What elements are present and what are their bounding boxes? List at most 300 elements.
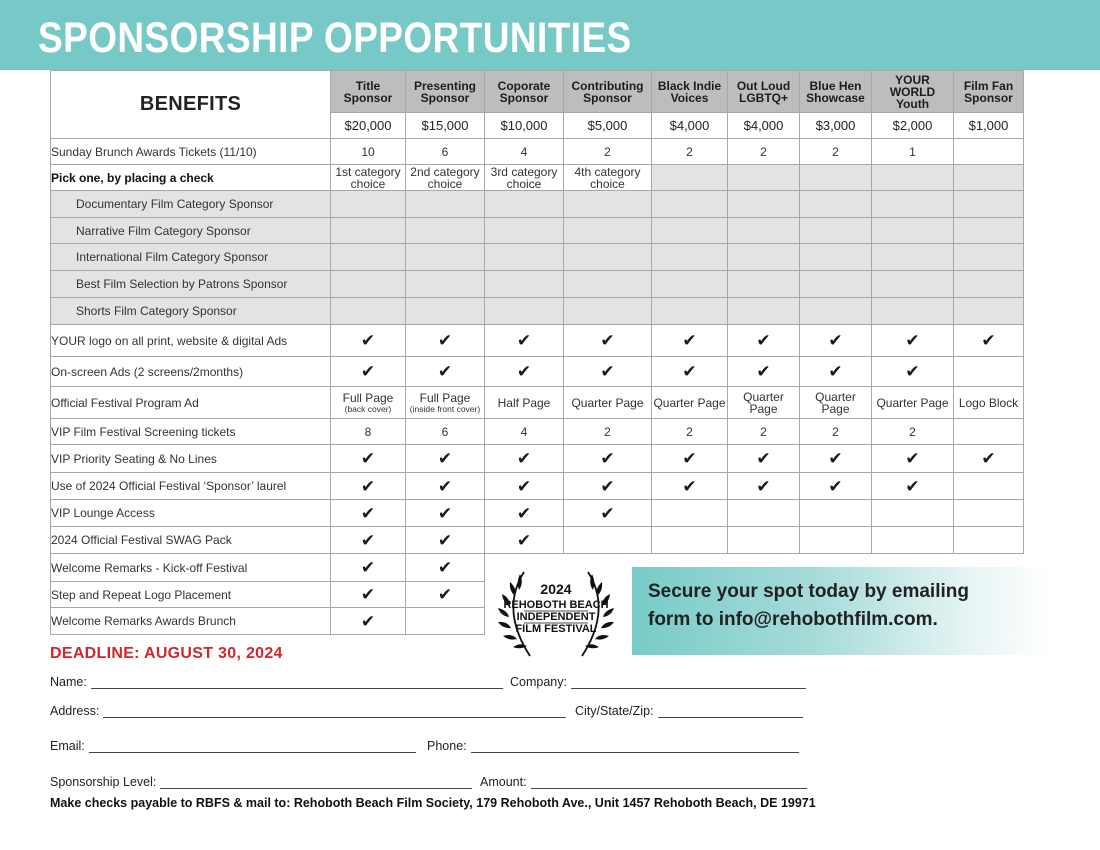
level-name-line2: Sponsor [499,90,549,105]
check-glyph: ✔ [516,362,532,381]
checkmark-icon [872,445,954,473]
table-row [51,244,1024,271]
benefit-cell [331,419,406,445]
benefit-label: Narrative Film Category Sponsor [51,218,331,244]
check-glyph: ✔ [516,331,532,350]
benefit-label: Shorts Film Category Sponsor [51,298,331,325]
cell-note: (back cover) [344,403,392,414]
check-glyph: ✔ [756,476,771,496]
page-title: SPONSORSHIP OPPORTUNITIES [38,14,632,62]
checkmark-icon [954,445,1024,473]
checkmark-icon [331,473,406,500]
check-glyph: ✔ [437,331,453,350]
checkmark-icon [485,473,564,500]
level-name-line2: Showcase [806,90,865,105]
cell-value: 2 [832,144,839,159]
check-glyph: ✔ [828,331,843,350]
table-row [51,139,1024,165]
checkmark-icon [564,473,652,500]
level-price-6: $3,000 [800,113,872,139]
benefit-cell[interactable] [954,298,1024,325]
level-header-2 [485,71,564,113]
phone-input-line[interactable] [471,739,799,753]
benefit-cell [872,165,954,191]
checkmark-icon [872,325,954,357]
benefit-cell[interactable] [406,298,485,325]
benefit-cell [564,419,652,445]
benefit-cell [564,139,652,165]
checkmark-icon [331,527,406,554]
amount-label: Amount: [480,775,527,789]
laurel-wreath-icon [486,560,626,664]
check-glyph: ✔ [360,362,376,381]
level-price-3: $5,000 [564,113,652,139]
cell-value: 2 [686,424,693,439]
check-glyph: ✔ [360,530,376,550]
check-glyph: ✔ [360,331,376,350]
check-glyph: ✔ [360,558,376,577]
level-name-line1: Blue Hen [809,78,862,93]
checkmark-icon [485,500,564,527]
table-row [51,500,1024,527]
cell-value: Quarter Page [653,395,726,410]
cell-value: 8 [364,424,372,439]
level-header-5 [728,71,800,113]
benefit-cell [406,165,485,191]
benefit-cell [564,165,652,191]
level-name-line2: Sponsor [343,90,393,105]
checkmark-icon [728,357,800,387]
benefit-label: Best Film Selection by Patrons Sponsor [51,271,331,298]
check-glyph: ✔ [682,331,697,350]
checkmark-icon [728,473,800,500]
checkmark-icon [485,527,564,554]
cell-value: Logo Block [958,395,1019,410]
check-glyph: ✔ [682,476,697,496]
benefit-cell[interactable] [485,244,564,271]
company-label: Company: [510,675,567,689]
benefit-cell[interactable] [872,218,954,244]
benefit-cell[interactable] [331,271,406,298]
benefit-cell[interactable] [564,271,652,298]
benefit-cell[interactable] [800,298,872,325]
level-name-line2: Sponsor [420,90,470,105]
check-glyph: ✔ [828,476,843,496]
promo-text [648,578,969,634]
cell-value: Full Page [342,390,394,405]
checkmark-icon [564,357,652,387]
cell-value: 2 [604,144,611,159]
benefit-cell [872,500,954,527]
table-row [51,298,1024,325]
benefit-cell[interactable] [331,218,406,244]
benefit-cell [406,139,485,165]
level-name-line2: Youth [895,96,930,111]
check-glyph: ✔ [437,449,453,468]
benefit-cell [652,500,728,527]
name-label: Name: [50,675,87,689]
check-glyph: ✔ [360,585,376,604]
table-row [51,473,1024,500]
checkmark-icon [652,325,728,357]
check-glyph: ✔ [600,362,615,381]
checkmark-icon [406,357,485,387]
benefit-cell [800,500,872,527]
benefit-label: Use of 2024 Official Festival ‘Sponsor’ laurel [51,473,331,500]
check-glyph: ✔ [905,449,920,468]
check-glyph: ✔ [905,331,920,350]
checkmark-icon [331,608,406,635]
benefit-cell [564,387,652,419]
check-glyph: ✔ [905,476,920,496]
cell-value: Half Page [497,395,551,410]
benefit-cell[interactable] [728,271,800,298]
benefit-cell [728,139,800,165]
benefit-cell [872,139,954,165]
check-glyph: ✔ [756,331,771,350]
checkmark-icon [954,325,1024,357]
checkmark-icon [406,554,485,582]
benefit-cell[interactable] [564,191,652,218]
benefit-label: VIP Film Festival Screening tickets [51,419,331,445]
email-label: Email: [50,739,85,753]
checkmark-icon [872,473,954,500]
benefit-cell[interactable] [485,271,564,298]
check-glyph: ✔ [981,331,996,350]
cell-value: 2 [604,424,611,439]
checkmark-icon [406,582,485,608]
email-input-line[interactable] [89,739,416,753]
checkmark-icon [564,325,652,357]
checkmark-icon [564,500,652,527]
benefit-cell[interactable] [406,218,485,244]
company-field[interactable] [510,675,806,689]
benefit-cell[interactable] [564,244,652,271]
amount-field[interactable] [480,775,807,789]
level-header-1 [406,71,485,113]
benefit-cell [485,419,564,445]
address-field[interactable] [50,704,566,718]
level-price-2: $10,000 [485,113,564,139]
cell-value: 2 [760,144,767,159]
level-header-7 [872,71,954,113]
check-glyph: ✔ [600,331,615,350]
check-glyph: ✔ [682,362,697,381]
city-field[interactable] [575,704,803,718]
laurel-line3: FILM FESTIVAL [515,623,597,635]
benefit-cell[interactable] [728,298,800,325]
benefits-header: BENEFITS [51,71,331,139]
cell-value: 3rd category choice [490,164,558,191]
laurel-line2: INDEPENDENT [516,611,596,623]
address-input-line[interactable] [103,704,566,718]
promo-line-1: Secure your spot today by emailing [648,581,969,602]
sponsorship-table [50,70,1024,635]
table-row [51,191,1024,218]
sponsorship-level-label: Sponsorship Level: [50,775,157,789]
benefit-cell[interactable] [728,218,800,244]
benefit-cell[interactable] [485,218,564,244]
benefit-label: On-screen Ads (2 screens/2months) [51,357,331,387]
checkmark-icon [331,445,406,473]
benefit-label: Official Festival Program Ad [51,387,331,419]
benefit-cell [872,527,954,554]
benefit-cell[interactable] [564,298,652,325]
benefit-cell[interactable] [872,244,954,271]
level-price-0: $20,000 [331,113,406,139]
level-price-5: $4,000 [728,113,800,139]
cell-value: 2 [686,144,693,159]
checkmark-icon [331,500,406,527]
level-name-line2: Voices [670,90,709,105]
benefit-cell[interactable] [872,191,954,218]
checkmark-icon [652,357,728,387]
benefit-cell [954,165,1024,191]
phone-field[interactable] [427,739,799,753]
benefit-cell[interactable] [485,191,564,218]
checkmark-icon [652,445,728,473]
check-glyph: ✔ [600,449,615,468]
benefit-label: Sunday Brunch Awards Tickets (11/10) [51,139,331,165]
benefit-cell [485,139,564,165]
cell-value: Quarter Page [743,389,784,416]
sponsorship-level-field[interactable] [50,775,472,789]
cell-value: 4th category choice [574,164,641,191]
benefit-cell [800,165,872,191]
benefit-cell[interactable] [800,191,872,218]
check-glyph: ✔ [600,503,615,523]
name-field[interactable] [50,675,503,689]
benefit-cell[interactable] [728,244,800,271]
phone-label: Phone: [427,739,467,753]
benefit-cell[interactable] [954,218,1024,244]
benefit-cell[interactable] [728,191,800,218]
level-header-8 [954,71,1024,113]
benefit-cell [954,139,1024,165]
benefit-cell [728,500,800,527]
check-glyph: ✔ [981,449,996,468]
benefit-cell [954,473,1024,500]
checkmark-icon [800,325,872,357]
cell-value: 4 [520,424,528,439]
mail-instructions: Make checks payable to RBFS & mail to: Rehoboth Beach Film Society, 179 Rehoboth Ave., Unit 1457 Rehoboth Beach, DE 19971 [50,796,816,810]
benefit-cell [331,165,406,191]
benefit-cell[interactable] [954,244,1024,271]
benefit-cell[interactable] [652,244,728,271]
benefit-cell [485,165,564,191]
benefit-cell[interactable] [800,244,872,271]
benefit-label: 2024 Official Festival SWAG Pack [51,527,331,554]
check-glyph: ✔ [828,449,843,468]
level-header-6 [800,71,872,113]
benefit-cell[interactable] [331,244,406,271]
benefit-cell [406,419,485,445]
level-price-7: $2,000 [872,113,954,139]
benefit-cell [728,527,800,554]
email-field[interactable] [50,739,416,753]
benefit-cell[interactable] [406,191,485,218]
benefit-cell[interactable] [954,271,1024,298]
check-glyph: ✔ [360,503,376,523]
check-glyph: ✔ [437,558,453,577]
checkmark-icon [800,445,872,473]
laurel-line1: REHOBOTH BEACH [503,599,609,611]
benefit-cell[interactable] [800,271,872,298]
benefit-label: YOUR logo on all print, website & digital Ads [51,325,331,357]
benefit-cell [872,419,954,445]
level-name-line1: Film Fan [963,78,1014,93]
check-glyph: ✔ [437,476,453,496]
address-label: Address: [50,704,100,718]
checkmark-icon [800,473,872,500]
check-glyph: ✔ [360,611,376,631]
benefit-cell[interactable] [652,191,728,218]
benefit-cell [652,387,728,419]
cell-value: 6 [441,144,449,159]
benefits-grid [50,70,1024,635]
city-input-line[interactable] [658,704,803,718]
benefit-cell[interactable] [406,271,485,298]
benefit-label: Documentary Film Category Sponsor [51,191,331,218]
check-glyph: ✔ [360,476,376,496]
city-label: City/State/Zip: [575,704,654,718]
cell-value: 2 [760,424,767,439]
benefit-cell [406,608,485,635]
level-header-3 [564,71,652,113]
deadline-text: DEADLINE: AUGUST 30, 2024 [50,645,283,662]
benefit-cell[interactable] [331,298,406,325]
check-glyph: ✔ [437,362,453,381]
benefit-cell [800,527,872,554]
checkmark-icon [485,445,564,473]
level-name-line1: Coporate [497,78,551,93]
checkmark-icon [331,582,406,608]
benefit-label: VIP Priority Seating & No Lines [51,445,331,473]
cell-value: 6 [441,424,449,439]
table-row [51,387,1024,419]
checkmark-icon [406,473,485,500]
name-input-line[interactable] [91,675,503,689]
benefit-cell [485,387,564,419]
benefit-cell [652,527,728,554]
table-row [51,271,1024,298]
level-name-line1: Presenting [413,78,476,93]
benefit-label: Welcome Remarks - Kick-off Festival [51,554,331,582]
table-row [51,165,1024,191]
level-name-line2: LGBTQ+ [738,90,788,105]
sponsorship-level-input-line[interactable] [160,775,472,789]
benefit-label: Step and Repeat Logo Placement [51,582,331,608]
level-name-line1: Out Loud [736,78,791,93]
benefit-cell [406,387,485,419]
level-header-0 [331,71,406,113]
checkmark-icon [728,325,800,357]
checkmark-icon [800,357,872,387]
table-row [51,419,1024,445]
level-name-line1: YOUR WORLD [889,72,936,99]
promo-line-2: form to info@rehobothfilm.com. [648,609,938,630]
benefit-cell[interactable] [406,244,485,271]
check-glyph: ✔ [516,476,532,496]
benefit-cell [954,387,1024,419]
promo-callout [632,567,1048,655]
cell-value: Quarter Page [571,395,644,410]
level-header-4 [652,71,728,113]
checkmark-icon [406,445,485,473]
company-input-line[interactable] [571,675,806,689]
benefit-cell[interactable] [564,218,652,244]
cell-value: 2nd category choice [410,164,480,191]
benefit-cell[interactable] [652,271,728,298]
benefit-cell[interactable] [331,191,406,218]
benefit-cell [954,527,1024,554]
checkmark-icon [406,500,485,527]
check-glyph: ✔ [682,449,697,468]
checkmark-icon [652,473,728,500]
check-glyph: ✔ [828,362,843,381]
benefit-cell[interactable] [800,218,872,244]
checkmark-icon [331,357,406,387]
check-glyph: ✔ [905,362,920,381]
benefit-cell[interactable] [652,218,728,244]
table-row [51,527,1024,554]
benefit-cell[interactable] [485,298,564,325]
table-row [51,218,1024,244]
benefit-cell [954,500,1024,527]
cell-value: Full Page [419,390,471,405]
benefit-cell [954,419,1024,445]
benefit-cell [331,139,406,165]
amount-input-line[interactable] [531,775,807,789]
level-price-8: $1,000 [954,113,1024,139]
check-glyph: ✔ [516,530,532,550]
cell-value: 1 [909,144,916,159]
benefit-cell [564,527,652,554]
benefit-cell[interactable] [954,191,1024,218]
benefit-cell[interactable] [652,298,728,325]
cell-value: 2 [832,424,839,439]
title-banner [0,0,1100,70]
checkmark-icon [406,325,485,357]
cell-value: 1st category choice [335,164,401,191]
checkmark-icon [872,357,954,387]
table-row [51,325,1024,357]
level-name-line1: Title [355,78,381,93]
check-glyph: ✔ [437,585,453,604]
level-name-line2: Sponsor [583,90,632,105]
benefit-cell [800,139,872,165]
cell-value: 10 [361,144,375,159]
benefit-cell [954,357,1024,387]
level-price-4: $4,000 [652,113,728,139]
benefit-cell [652,419,728,445]
benefit-cell [728,165,800,191]
checkmark-icon [564,445,652,473]
check-glyph: ✔ [600,476,615,496]
check-glyph: ✔ [516,503,532,523]
cell-value: Quarter Page [876,395,949,410]
benefit-label: VIP Lounge Access [51,500,331,527]
checkmark-icon [331,554,406,582]
benefit-label: Welcome Remarks Awards Brunch [51,608,331,635]
level-name-line1: Contributing [571,78,644,93]
benefit-cell[interactable] [872,271,954,298]
check-glyph: ✔ [437,503,453,523]
checkmark-icon [728,445,800,473]
benefit-label: International Film Category Sponsor [51,244,331,271]
benefit-cell [652,139,728,165]
benefit-cell[interactable] [872,298,954,325]
